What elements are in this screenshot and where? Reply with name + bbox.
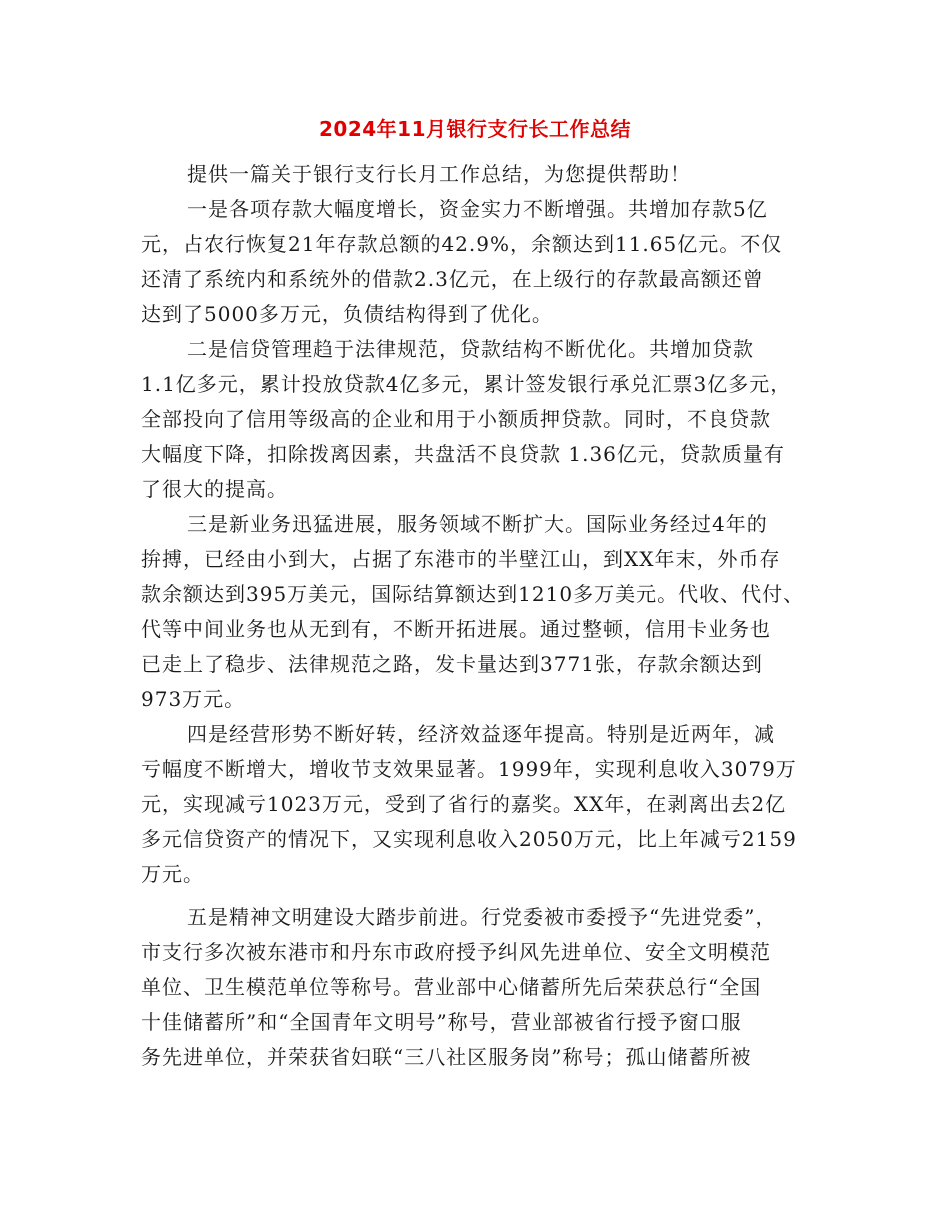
paragraph-3-line: 三是新业务迅猛进展，服务领域不断扩大。国际业务经过4年的 [187,512,768,536]
paragraph-5-line: 务先进单位，并荣获省妇联“三八社区服务岗”称号；孤山储蓄所被 [141,1045,752,1069]
paragraph-2-line: 1.1亿多元，累计投放贷款4亿多元，累计签发银行承兑汇票3亿多元， [141,372,792,396]
paragraph-5-line: 市支行多次被东港市和丹东市政府授予纠风先进单位、安全文明模范 [141,940,771,964]
document-body [141,157,809,1075]
paragraph-4-line: 万元。 [141,862,204,886]
paragraph-3-line: 款余额达到395万美元，国际结算额达到1210多万美元。代收、代付、 [141,582,805,606]
paragraph-5-line: 五是精神文明建设大踏步前进。行党委被市委授予“先进党委”， [187,905,777,929]
paragraph-4-line: 亏幅度不断增大，增收节支效果显著。1999年，实现利息收入3079万 [141,757,797,781]
paragraph-2-line: 了很大的提高。 [141,477,288,501]
paragraph-1-line: 元，占农行恢复21年存款总额的42.9%，余额达到11.65亿元。不仅 [141,232,783,256]
paragraph-5-line: 十佳储蓄所”和“全国青年文明号”称号，营业部被省行授予窗口服 [141,1010,742,1034]
paragraph-1-line: 一是各项存款大幅度增长，资金实力不断增强。共增加存款5亿 [187,197,768,221]
paragraph-3-line: 973万元。 [141,687,246,711]
paragraph-gap [141,892,809,900]
paragraph-1-line: 达到了5000多万元，负债结构得到了优化。 [141,302,553,326]
paragraph-2-line: 大幅度下降，扣除拨离因素，共盘活不良贷款 1.36亿元，贷款质量有 [141,442,785,466]
paragraph-intro-line: 提供一篇关于银行支行长月工作总结，为您提供帮助！ [187,162,691,186]
paragraph-2-line: 全部投向了信用等级高的企业和用于小额质押贷款。同时，不良贷款 [141,407,771,431]
paragraph-4-line: 元，实现减亏1023万元，受到了省行的嘉奖。XX年，在剥离出去2亿 [141,792,787,816]
paragraph-3-line: 代等中间业务也从无到有，不断开拓进展。通过整顿，信用卡业务也 [141,617,771,641]
paragraph-1-line: 还清了系统内和系统外的借款2.3亿元，在上级行的存款最高额还曾 [141,267,764,291]
paragraph-5-line: 单位、卫生模范单位等称号。营业部中心储蓄所先后荣获总行“全国 [141,975,762,999]
paragraph-2-line: 二是信贷管理趋于法律规范，贷款结构不断优化。共增加贷款 [187,337,754,361]
paragraph-3-line: 拚搏，已经由小到大，占据了东港市的半壁江山，到XX年末，外币存 [141,547,781,571]
paragraph-4-line: 多元信贷资产的情况下，又实现利息收入2050万元，比上年减亏2159 [141,827,797,851]
paragraph-3-line: 已走上了稳步、法律规范之路，发卡量达到3771张，存款余额达到 [141,652,763,676]
paragraph-4-line: 四是经营形势不断好转，经济效益逐年提高。特别是近两年，减 [187,722,775,746]
document-title: 2024年11月银行支行长工作总结 [319,117,631,141]
